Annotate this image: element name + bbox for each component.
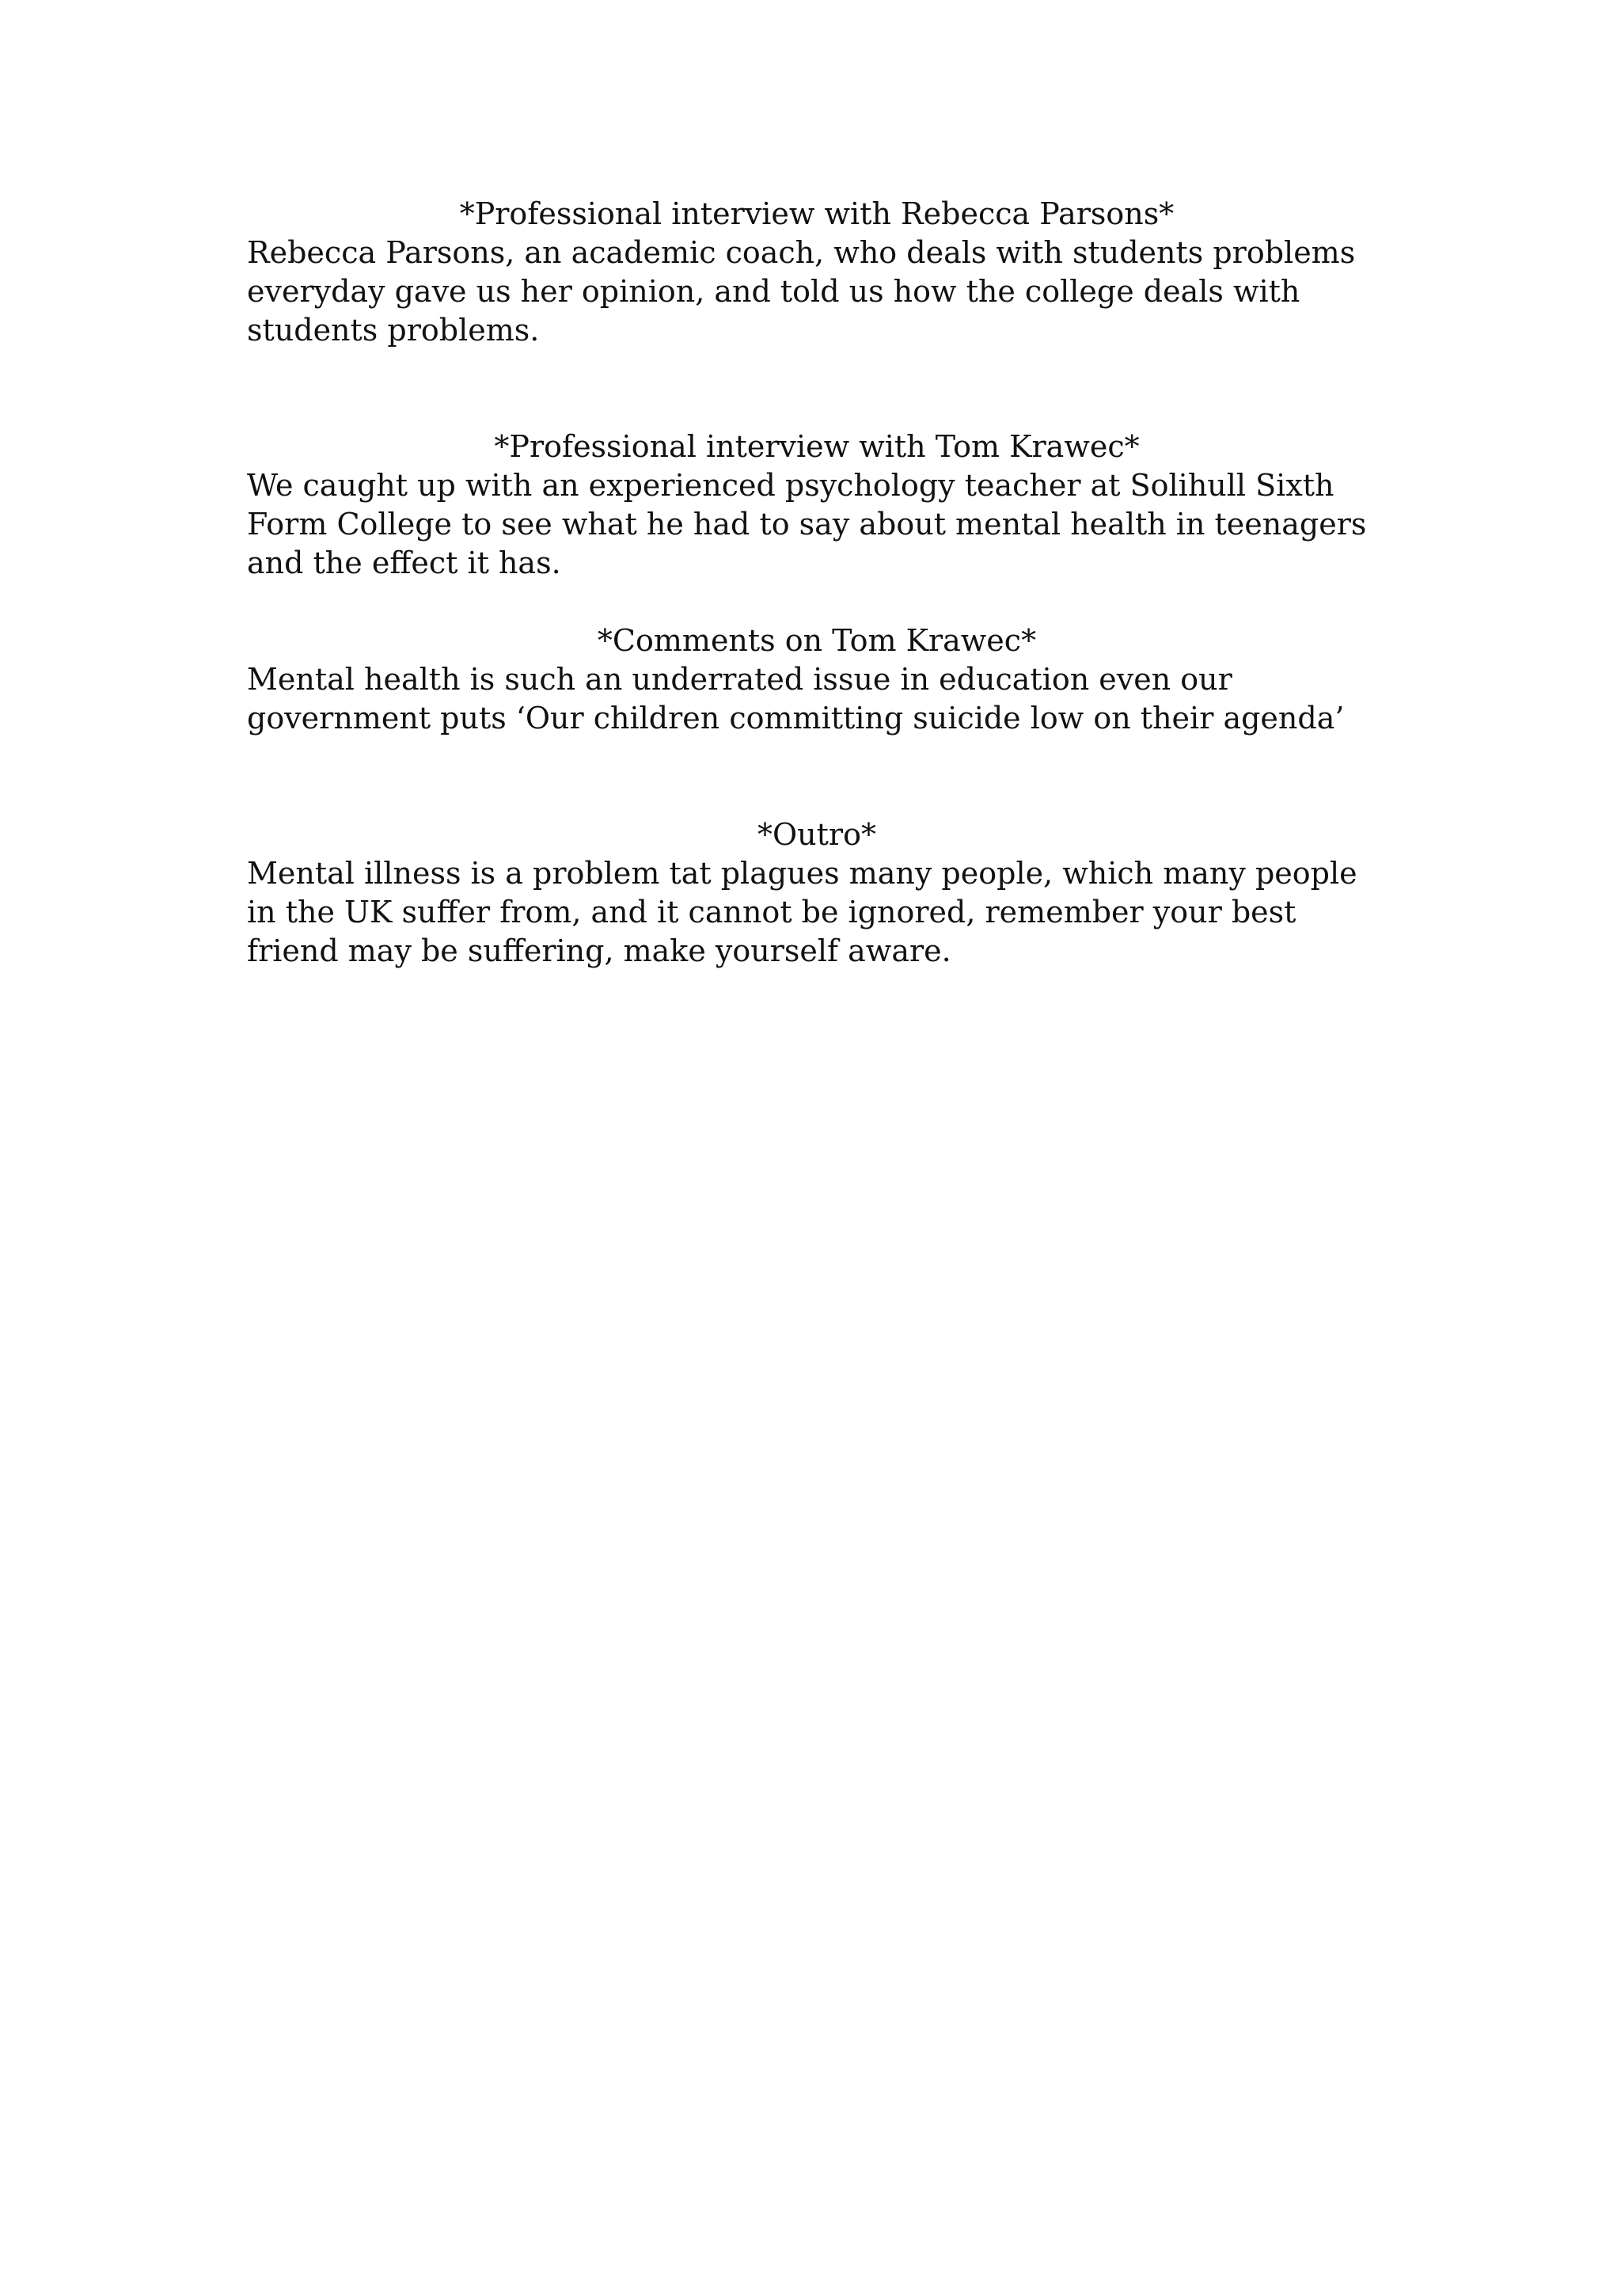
section-heading: *Professional interview with Rebecca Parsons* (459, 196, 1175, 231)
section-comments-tom-krawec (247, 622, 1387, 738)
section-heading: *Professional interview with Tom Krawec* (494, 429, 1140, 464)
section-paragraph: We caught up with an experienced psychology teacher at Solihull Sixth Form College to see what he had to say about mental health in teenagers and the effect it has. (247, 468, 1367, 580)
section-paragraph: Rebecca Parsons, an academic coach, who deals with students problems everyday gave us her opinion, and told us how the college deals with students problems. (247, 235, 1356, 348)
section-rebecca-parsons-interview (247, 195, 1387, 350)
section-tom-krawec-interview (247, 428, 1387, 583)
section-paragraph: Mental illness is a problem tat plagues many people, which many people in the UK suffer from, and it cannot be ignored, remember your best friend may be suffering, make yourself aware. (247, 856, 1357, 968)
spacer (247, 738, 1387, 815)
document-content (247, 195, 1387, 971)
section-paragraph: Mental health is such an underrated issue in education even our government puts ‘Our children committing suicide low on their agenda’ (247, 662, 1345, 736)
section-outro (247, 815, 1387, 971)
section-heading: *Comments on Tom Krawec* (597, 623, 1037, 658)
section-heading: *Outro* (757, 817, 876, 852)
spacer (247, 583, 1387, 622)
spacer (247, 350, 1387, 428)
